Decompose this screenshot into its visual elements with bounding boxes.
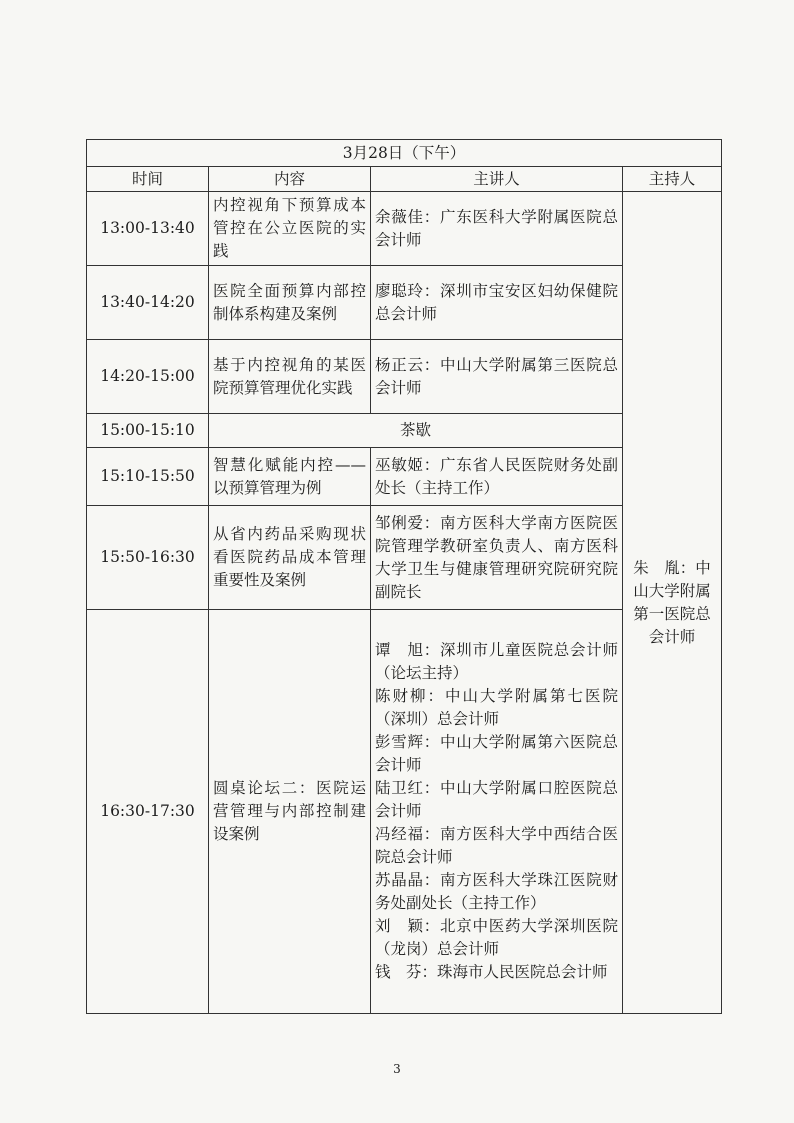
session-speaker bbox=[371, 192, 623, 266]
day-header: 3月28日（下午） bbox=[87, 140, 722, 167]
speaker-entry: 杨正云：中山大学附属第三医院总会计师 bbox=[375, 355, 618, 397]
session-time: 14:20-15:00 bbox=[87, 340, 209, 414]
speaker-entry: 廖聪玲：深圳市宝安区妇幼保健院总会计师 bbox=[375, 281, 618, 323]
speaker-entry: 刘 颖：北京中医药大学深圳医院（龙岗）总会计师 bbox=[375, 917, 618, 958]
session-speaker-list bbox=[371, 610, 623, 1014]
session-speaker bbox=[371, 506, 623, 610]
session-time: 13:40-14:20 bbox=[87, 266, 209, 340]
page-number: 3 bbox=[393, 1062, 401, 1076]
session-speaker bbox=[371, 448, 623, 506]
session-content: 基于内控视角的某医院预算管理优化实践 bbox=[209, 340, 371, 414]
speaker-entry: 陆卫红：中山大学附属口腔医院总会计师 bbox=[375, 779, 618, 820]
speaker-entry: 邹俐爱：南方医科大学南方医院医院管理学教研室负责人、南方医科大学卫生与健康管理研究院研究院副院长 bbox=[375, 513, 618, 601]
column-header-host: 主持人 bbox=[623, 167, 722, 192]
session-time: 15:50-16:30 bbox=[87, 506, 209, 610]
speaker-entry: 彭雪辉：中山大学附属第六医院总会计师 bbox=[375, 733, 618, 774]
session-time: 15:10-15:50 bbox=[87, 448, 209, 506]
column-header-content: 内容 bbox=[209, 167, 371, 192]
table-row bbox=[87, 192, 722, 266]
session-content: 从省内药品采购现状看医院药品成本管理重要性及案例 bbox=[209, 506, 371, 610]
speaker-entry: 谭 旭：深圳市儿童医院总会计师（论坛主持） bbox=[375, 641, 618, 682]
column-header-time: 时间 bbox=[87, 167, 209, 192]
session-content: 医院全面预算内部控制体系构建及案例 bbox=[209, 266, 371, 340]
session-content: 内控视角下预算成本管控在公立医院的实践 bbox=[209, 192, 371, 266]
speaker-entry: 冯经福：南方医科大学中西结合医院总会计师 bbox=[375, 825, 618, 866]
column-header-row bbox=[87, 167, 722, 192]
session-time: 16:30-17:30 bbox=[87, 610, 209, 1014]
host-cell: 朱 胤：中山大学附属第一医院总会计师 bbox=[623, 192, 722, 1014]
column-header-speaker: 主讲人 bbox=[371, 167, 623, 192]
speaker-entry: 钱 芬：珠海市人民医院总会计师 bbox=[375, 963, 608, 981]
session-time: 13:00-13:40 bbox=[87, 192, 209, 266]
session-time: 15:00-15:10 bbox=[87, 414, 209, 448]
speaker-entry: 余薇佳：广东医科大学附属医院总会计师 bbox=[375, 207, 618, 249]
session-content: 圆桌论坛二：医院运营管理与内部控制建设案例 bbox=[209, 610, 371, 1014]
session-speaker bbox=[371, 266, 623, 340]
session-content: 智慧化赋能内控——以预算管理为例 bbox=[209, 448, 371, 506]
tea-break-label: 茶歇 bbox=[209, 414, 623, 448]
session-speaker bbox=[371, 340, 623, 414]
day-header-row bbox=[87, 140, 722, 167]
schedule-table bbox=[86, 139, 722, 1014]
speaker-entry: 巫敏姬：广东省人民医院财务处副处长（主持工作） bbox=[375, 455, 618, 497]
speaker-entry: 苏晶晶：南方医科大学珠江医院财务处副处长（主持工作） bbox=[375, 871, 618, 912]
speaker-entry: 陈财柳：中山大学附属第七医院（深圳）总会计师 bbox=[375, 687, 618, 728]
